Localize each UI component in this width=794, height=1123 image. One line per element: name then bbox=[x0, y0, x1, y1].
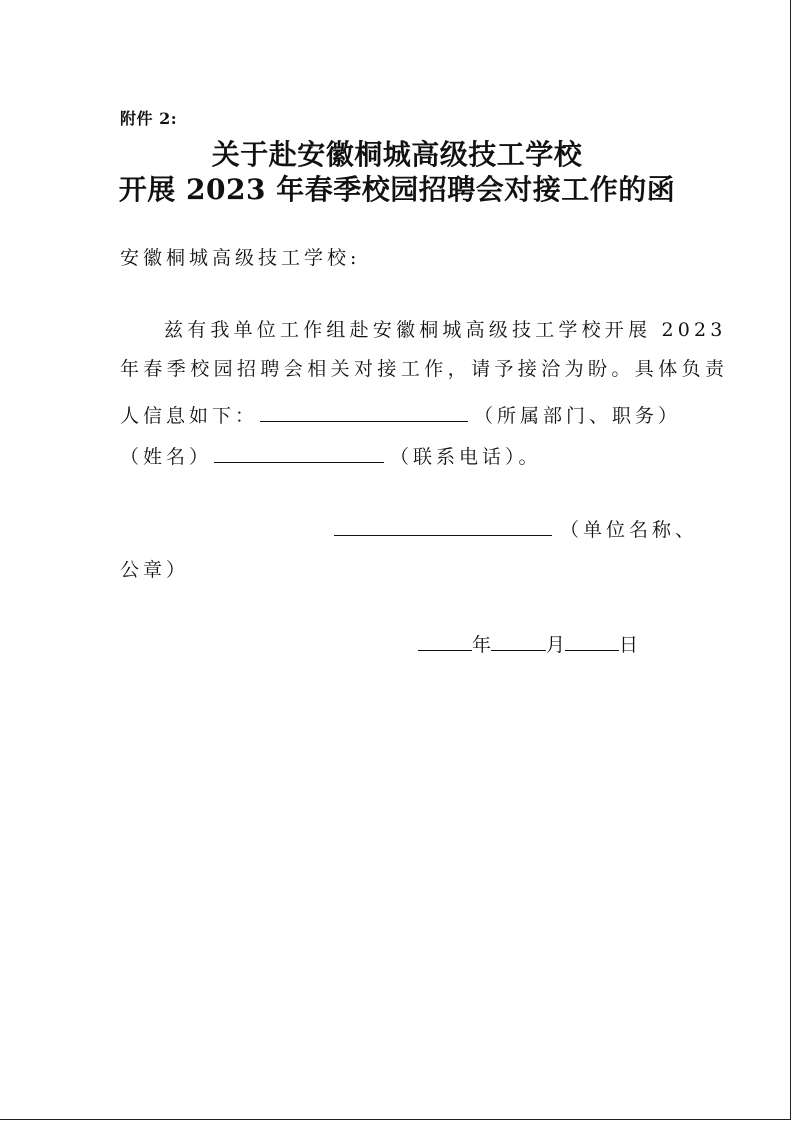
date-line bbox=[418, 630, 638, 657]
document-title-line-1: 关于赴安徽桐城高级技工学校 bbox=[211, 138, 583, 171]
name-label: （姓名） bbox=[120, 446, 213, 468]
signature-line bbox=[334, 515, 698, 542]
name-phone-blank[interactable] bbox=[214, 442, 384, 463]
department-position-label: （所属部门、职务） bbox=[474, 405, 682, 427]
attachment-label: 附件 2: bbox=[120, 109, 178, 128]
organization-seal-label: （单位名称、 bbox=[560, 519, 699, 541]
department-position-blank[interactable] bbox=[260, 401, 468, 422]
day-blank[interactable] bbox=[565, 630, 619, 651]
document-title-line-2: 开展 2023 年春季校园招聘会对接工作的函 bbox=[118, 173, 676, 206]
body-line-3 bbox=[120, 401, 681, 428]
body-line-1: 兹有我单位工作组赴安徽桐城高级技工学校开展 2023 bbox=[164, 319, 727, 341]
organization-name-blank[interactable] bbox=[334, 515, 552, 536]
year-label: 年 bbox=[472, 634, 492, 656]
month-label: 月 bbox=[546, 634, 566, 656]
month-blank[interactable] bbox=[491, 630, 546, 651]
day-label: 日 bbox=[619, 634, 639, 656]
body-line-2: 年春季校园招聘会相关对接工作，请予接洽为盼。具体负责 bbox=[120, 358, 729, 380]
contact-intro-text: 人信息如下： bbox=[120, 405, 259, 427]
seal-label-continuation: 公章） bbox=[120, 559, 190, 581]
year-blank[interactable] bbox=[418, 630, 472, 651]
salutation: 安徽桐城高级技工学校: bbox=[120, 247, 361, 269]
body-line-4 bbox=[120, 442, 542, 469]
phone-label: （联系电话）。 bbox=[390, 446, 542, 468]
